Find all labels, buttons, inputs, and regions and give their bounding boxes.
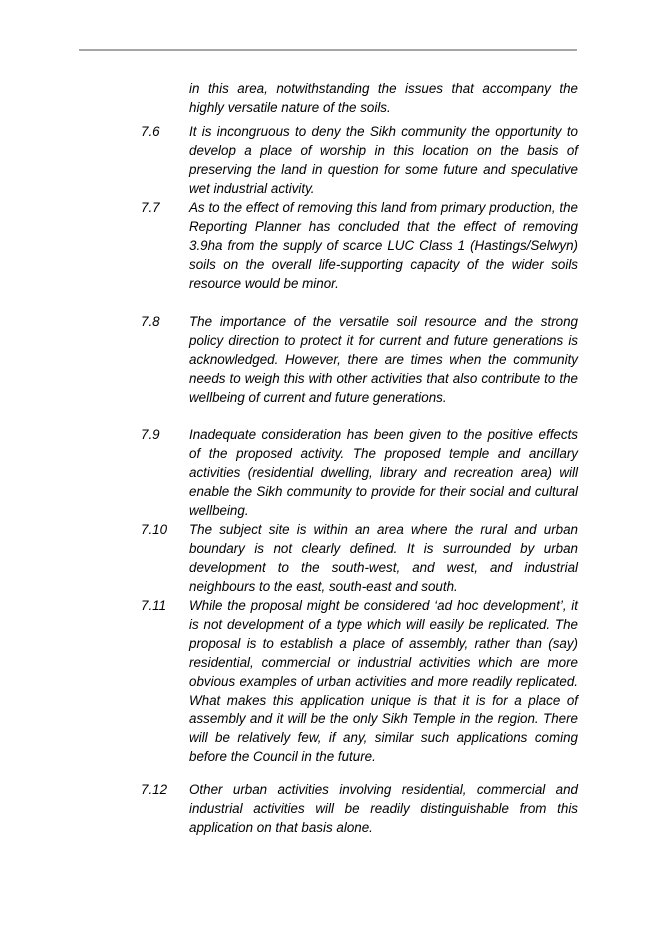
paragraph-text: While the proposal might be considered ‘ad hoc development’, it is not development of a type which will easily be replicated. The proposal is to establish a place of assembly, rather than (say) residential, commercial or industrial activities which are more obvious examples of urban activities and more readily replicated. What makes this application unique is that it is for a place of assembly and it will be the only Sikh Temple in the region. There will be relatively few, if any, similar such applications coming before the Council in the future.	[189, 598, 578, 765]
paragraph-text: in this area, notwithstanding the issues that accompany the highly versatile nature of the soils.	[189, 81, 578, 115]
paragraph-number: 7.7	[141, 200, 160, 215]
paragraph-number: 7.11	[141, 598, 167, 613]
paragraph-text: Inadequate consideration has been given to the positive effects of the proposed activity. The proposed temple and ancillary activities (residential dwelling, library and recreation area) will enable the Sikh community to provide for their social and cultural wellbeing.	[189, 427, 578, 518]
paragraph-text: As to the effect of removing this land from primary production, the Reporting Planner has concluded that the effect of removing 3.9ha from the supply of scarce LUC Class 1 (Hastings/Selwyn) soils on the overall life-supporting capacity of the wider soils resource would be minor.	[189, 200, 578, 291]
header-rule	[79, 49, 577, 51]
paragraph-number: 7.6	[141, 124, 160, 139]
paragraph-text: Other urban activities involving residential, commercial and industrial activities will be readily distinguishable from this application on that basis alone.	[189, 782, 578, 835]
paragraph-text: The subject site is within an area where the rural and urban boundary is not clearly defined. It is surrounded by urban development to the south-west, and west, and industrial neighbours to the east, south-east and south.	[189, 522, 578, 594]
paragraph-number: 7.12	[141, 782, 168, 797]
paragraph-text: It is incongruous to deny the Sikh community the opportunity to develop a place of worship in this location on the basis of preserving the land in question for some future and speculative wet industrial activity.	[189, 124, 578, 196]
paragraph-number: 7.8	[141, 314, 160, 329]
paragraph-number: 7.10	[141, 522, 168, 537]
paragraph-text: The importance of the versatile soil resource and the strong policy direction to protect it for current and future generations is acknowledged. However, there are times when the community needs to weigh this with other activities that also contribute to the wellbeing of current and future generations.	[189, 314, 578, 405]
paragraph-number: 7.9	[141, 427, 160, 442]
